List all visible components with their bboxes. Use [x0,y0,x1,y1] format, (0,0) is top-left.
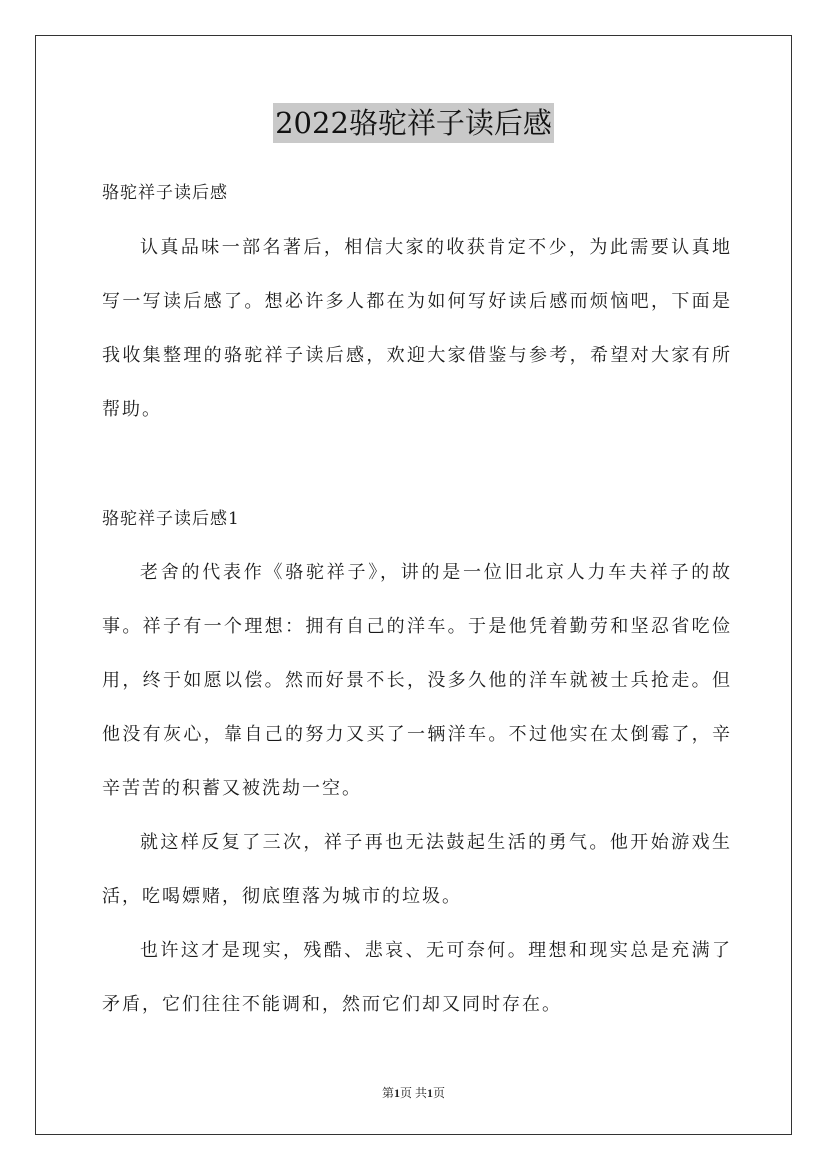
intro-block [102,221,732,437]
footer-page-prefix: 第 [381,1086,394,1100]
body-paragraph-2: 就这样反复了三次，祥子再也无法鼓起生活的勇气。他开始游戏生活，吃喝嫖赌，彻底堕落为城市的垃圾。 [102,832,732,907]
page-footer [0,1084,827,1101]
body-paragraph-1: 老舍的代表作《骆驼祥子》，讲的是一位旧北京人力车夫祥子的故事。祥子有一个理想：拥有自己的洋车。于是他凭着勤劳和坚忍省吃俭用，终于如愿以偿。然而好景不长，没多久他的洋车就被士兵抢走。但他没有灰心，靠自己的努力又买了一辆洋车。不过他实在太倒霉了，辛辛苦苦的积蓄又被洗劫一空。 [102,562,732,799]
intro-paragraph: 认真品味一部名著后，相信大家的收获肯定不少，为此需要认真地写一写读后感了。想必许多人都在为如何写好读后感而烦恼吧，下面是我收集整理的骆驼祥子读后感，欢迎大家借鉴与参考，希望对大家有所帮助。 [102,237,732,420]
section-heading-intro: 骆驼祥子读后感 [102,183,228,203]
essay-body [102,546,732,1032]
title-container [0,103,827,143]
footer-page-number: 1 [393,1086,400,1100]
footer-page-mid: 页 共 [399,1086,427,1100]
footer-page-suffix: 页 [433,1086,446,1100]
body-paragraph-3: 也许这才是现实，残酷、悲哀、无可奈何。理想和现实总是充满了矛盾，它们往往不能调和，然而它们却又同时存在。 [102,940,732,1015]
section-heading-1: 骆驼祥子读后感1 [102,509,240,529]
footer-page-total: 1 [427,1086,433,1100]
document-title: 2022骆驼祥子读后感 [273,103,554,143]
